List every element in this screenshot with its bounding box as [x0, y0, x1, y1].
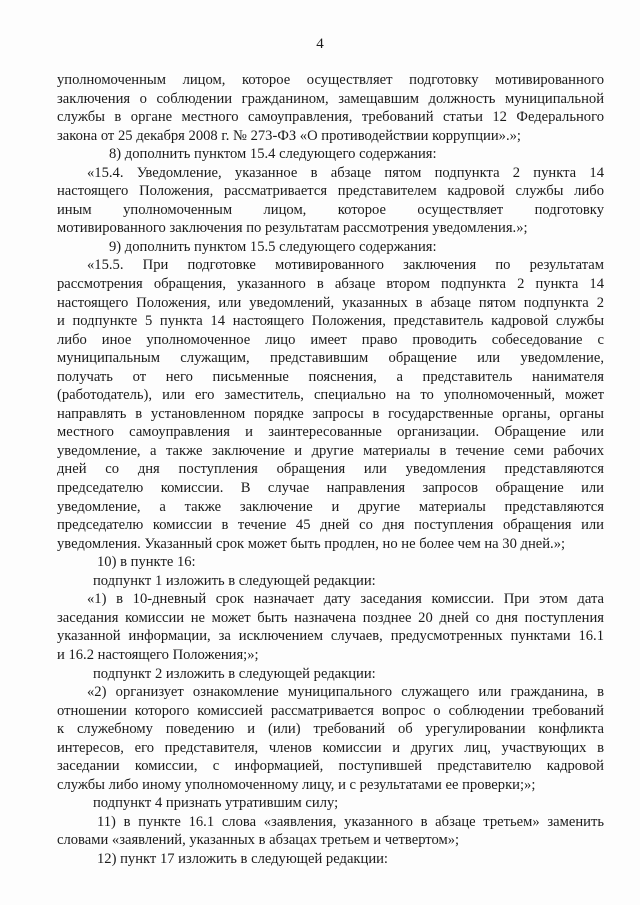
text-line: 11) в пункте 16.1 слова «заявления, указанного в абзаце третьем» заменить	[97, 813, 604, 830]
text-line: службы либо иному уполномоченному лицу, и с результатами ее проверки;»;	[57, 776, 536, 793]
text-line: либо иное уполномоченное лицо имеет право проводить собеседование с	[57, 331, 604, 348]
text-line: подпункт 2 изложить в следующей редакции:	[93, 665, 376, 682]
text-line: дней со дня поступления обращения или уведомления представляются	[57, 461, 604, 478]
text-line: председателю комиссии. В случае направления запросов обращение или	[57, 480, 604, 497]
text-line: «15.5. При подготовке мотивированного заключения по результатам	[87, 257, 604, 274]
text-line: уведомление, а также заключение и другие материалы представляются	[57, 498, 604, 515]
text-line: 9) дополнить пунктом 15.5 следующего содержания:	[109, 238, 437, 255]
text-line: 8) дополнить пунктом 15.4 следующего содержания:	[109, 146, 437, 163]
document-body	[57, 71, 604, 869]
text-line: 10) в пункте 16:	[97, 554, 196, 571]
text-line: рассмотрения обращения, указанного в абзаце втором подпункта 2 пункта 14	[57, 276, 604, 293]
text-line: заседании комиссии, с информацией, поступившей представителю кадровой	[57, 758, 604, 775]
text-line: «1) в 10-дневный срок назначает дату заседания комиссии. При этом дата	[87, 591, 604, 608]
text-line: получать от него письменные пояснения, а представитель нанимателя	[57, 368, 604, 385]
text-line: «2) организует ознакомление муниципального служащего или гражданина, в	[87, 684, 604, 701]
text-line: настоящего Положения, рассматривается представителем кадровой службы либо	[57, 183, 604, 200]
text-line: службы в органе местного самоуправления, требований статьи 12 Федерального	[57, 109, 604, 126]
text-line: уполномоченным лицом, которое осуществляет подготовку мотивированного	[57, 72, 604, 88]
text-line: закона от 25 декабря 2008 г. № 273-ФЗ «О противодействии коррупции».»;	[57, 127, 521, 144]
text-line: (работодатель), или его заместитель, специально на то уполномоченный, может	[57, 387, 604, 404]
text-line: уведомления. Указанный срок может быть продлен, но не более чем на 30 дней.»;	[57, 535, 566, 552]
text-line: уведомление, а также заключение и другие материалы в течение семи рабочих	[57, 442, 604, 459]
text-line: заседания комиссии не может быть назначена позднее 20 дней со дня поступления	[57, 609, 604, 626]
text-line: 12) пункт 17 изложить в следующей редакции:	[97, 850, 388, 867]
text-line: местного самоуправления и заинтересованные организации. Обращение или	[57, 424, 604, 441]
text-line: указанной информации, за исключением случаев, предусмотренных пунктами 16.1	[57, 628, 604, 645]
text-line: отношении которого комиссией рассматривается вопрос о соблюдении требований	[57, 702, 604, 719]
text-line: заключения о соблюдении гражданином, замещавшим должность муниципальной	[57, 90, 604, 107]
text-line: подпункт 1 изложить в следующей редакции:	[93, 572, 376, 589]
text-line: «15.4. Уведомление, указанное в абзаце пятом подпункта 2 пункта 14	[87, 164, 604, 181]
text-line: муниципальным служащим, представившим обращение или уведомление,	[57, 350, 604, 367]
text-line: подпункт 4 признать утратившим силу;	[93, 795, 339, 812]
text-line: иным уполномоченным лицом, которое осуществляет подготовку	[57, 201, 604, 218]
text-line: и 16.2 настоящего Положения;»;	[57, 646, 259, 663]
text-line: настоящего Положения, или уведомлений, указанных в абзаце пятом подпункта 2	[57, 294, 604, 311]
page-number: 4	[316, 36, 324, 52]
text-line: и подпункте 5 пункта 14 настоящего Положения, представитель кадровой службы	[57, 313, 604, 330]
text-line: словами «заявлений, указанных в абзацах третьем и четвертом»;	[57, 832, 460, 849]
text-line: мотивированного заключения по результатам рассмотрения уведомления.»;	[57, 220, 528, 237]
text-line: к служебному поведению и (или) требований об урегулировании конфликта	[57, 721, 604, 738]
text-line: направлять в установленном порядке запросы в государственные органы, органы	[57, 405, 604, 422]
text-line: интересов, его представителя, членов комиссии и других лиц, участвующих в	[57, 739, 604, 756]
text-line: председателю комиссии в течение 45 дней со дня поступления обращения или	[57, 517, 604, 534]
